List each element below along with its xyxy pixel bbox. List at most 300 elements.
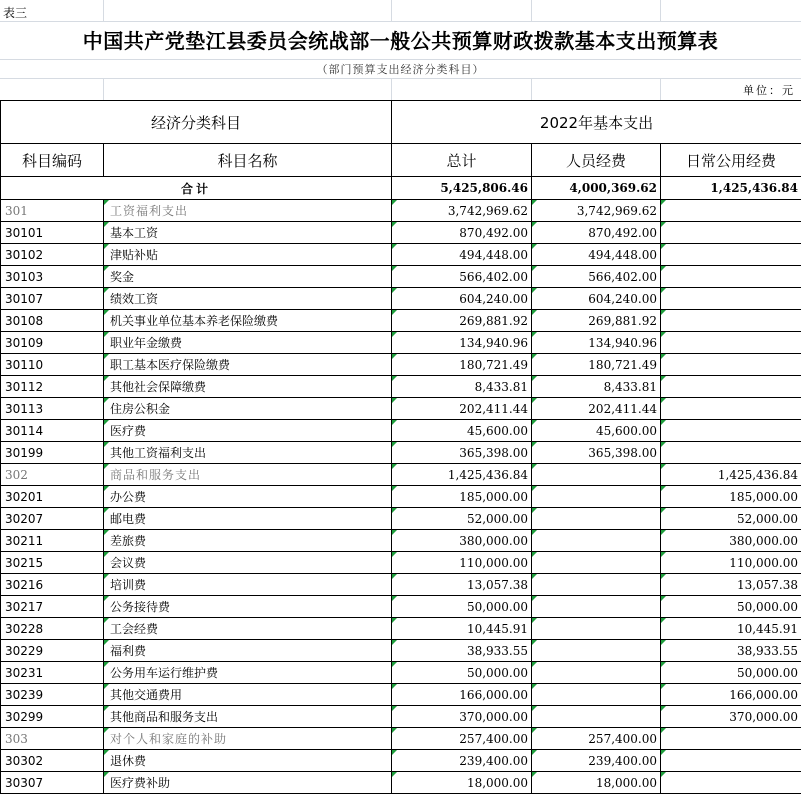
row-total-cell [392,750,532,772]
cell-text: 370,000.00 [459,709,529,724]
row-code-cell [1,772,104,794]
cell-text: 303 [5,731,28,746]
row-code-cell [1,530,104,552]
comment-marker-icon [104,596,109,601]
row-name-cell [104,508,392,530]
cell-text: 10,445.91 [466,621,529,636]
cell-text: 3,742,969.62 [576,203,658,218]
row-code-cell [1,596,104,618]
comment-marker-icon [392,508,397,513]
row-name-cell [104,244,392,266]
comment-marker-icon [532,552,537,557]
row-code-cell [1,288,104,310]
cell-text: 30109 [5,335,44,350]
total-label: 合计 [1,177,392,200]
comment-marker-icon [392,640,397,645]
cell-text: 870,492.00 [459,225,529,240]
cell-text: 30217 [5,599,44,614]
comment-marker-icon [392,354,397,359]
row-name-cell [104,618,392,640]
budget-table [0,100,801,794]
cell-text: 职工基本医疗保险缴费 [110,358,231,372]
cell-text: 津贴补贴 [110,248,159,262]
cell-text: 10,445.91 [736,621,799,636]
table-row [1,596,801,618]
header-public: 日常公用经费 [661,144,801,177]
cell-text: 380,000.00 [459,533,529,548]
cell-text: 134,940.96 [459,335,529,350]
row-name-cell [104,376,392,398]
cell-text: 202,411.44 [459,401,529,416]
comment-marker-icon [392,618,397,623]
table-row [1,420,801,442]
row-public-cell [661,266,801,288]
comment-marker-icon [661,640,666,645]
table-row [1,508,801,530]
table-row [1,574,801,596]
comment-marker-icon [104,662,109,667]
cell-text: 166,000.00 [459,687,529,702]
cell-text: 50,000.00 [736,665,799,680]
row-code-cell [1,574,104,596]
comment-marker-icon [661,750,666,755]
row-code-cell [1,640,104,662]
comment-marker-icon [392,596,397,601]
cell-text: 30201 [5,489,44,504]
cell-text: 其他交通费用 [110,688,183,702]
cell-text: 30215 [5,555,44,570]
comment-marker-icon [104,750,109,755]
cell-text: 257,400.00 [459,731,529,746]
cell-text: 退休费 [110,754,147,768]
row-total-cell [392,244,532,266]
row-code-cell [1,750,104,772]
cell-text: 基本工资 [110,226,159,240]
row-total-cell [392,684,532,706]
title-row [0,22,801,60]
row-name-cell [104,684,392,706]
comment-marker-icon [532,376,537,381]
comment-marker-icon [532,464,537,469]
row-name-cell [104,420,392,442]
table-row [1,222,801,244]
comment-marker-icon [392,706,397,711]
cell-text: 257,400.00 [588,731,658,746]
header-column-row [1,144,801,177]
cell-text: 工会经费 [110,622,159,636]
row-personnel-cell [532,552,661,574]
cell-text: 培训费 [110,578,147,592]
cell-text: 269,881.92 [459,313,529,328]
comment-marker-icon [104,486,109,491]
cell-text: 110,000.00 [459,555,529,570]
comment-marker-icon [104,288,109,293]
cell-text: 1,425,436.84 [447,467,529,482]
row-public-cell [661,288,801,310]
cell-text: 365,398.00 [588,445,658,460]
cell-text: 166,000.00 [729,687,799,702]
row-personnel-cell [532,706,661,728]
comment-marker-icon [661,332,666,337]
comment-marker-icon [392,310,397,315]
cell-text: 302 [5,467,28,482]
comment-marker-icon [661,244,666,249]
comment-marker-icon [532,486,537,491]
comment-marker-icon [392,662,397,667]
table-row [1,662,801,684]
cell-text: 52,000.00 [466,511,529,526]
row-code-cell [1,728,104,750]
row-total-cell [392,398,532,420]
cell-text: 福利费 [110,644,147,658]
comment-marker-icon [661,574,666,579]
cell-text: 30229 [5,643,44,658]
cell-text: 566,402.00 [588,269,658,284]
cell-text: 30302 [5,753,44,768]
comment-marker-icon [392,222,397,227]
comment-marker-icon [104,266,109,271]
comment-marker-icon [532,530,537,535]
comment-marker-icon [104,464,109,469]
cell-text: 370,000.00 [729,709,799,724]
row-personnel-cell [532,200,661,222]
row-personnel-cell [532,662,661,684]
comment-marker-icon [532,772,537,777]
cell-text: 差旅费 [110,534,147,548]
comment-marker-icon [661,266,666,271]
comment-marker-icon [104,376,109,381]
row-code-cell [1,222,104,244]
row-public-cell [661,574,801,596]
row-total-cell [392,706,532,728]
header-personnel: 人员经费 [532,144,661,177]
row-code-cell [1,552,104,574]
cell-text: 30102 [5,247,44,262]
cell-text: 566,402.00 [459,269,529,284]
comment-marker-icon [661,442,666,447]
table-row [1,332,801,354]
category-row [1,728,801,750]
cell-text: 202,411.44 [588,401,658,416]
cell-text: 奖金 [110,270,135,284]
row-public-cell [661,354,801,376]
table-row [1,266,801,288]
row-personnel-cell [532,266,661,288]
table-row [1,310,801,332]
row-personnel-cell [532,508,661,530]
page-subtitle: （部门预算支出经济分类科目） [316,63,485,76]
row-public-cell [661,640,801,662]
comment-marker-icon [532,442,537,447]
comment-marker-icon [661,772,666,777]
table-row [1,750,801,772]
row-personnel-cell [532,530,661,552]
header-basic-expenditure-2022: 2022年基本支出 [392,101,801,144]
comment-marker-icon [104,530,109,535]
row-public-cell [661,662,801,684]
comment-marker-icon [532,354,537,359]
comment-marker-icon [392,530,397,535]
row-personnel-cell [532,244,661,266]
category-row [1,464,801,486]
comment-marker-icon [661,728,666,733]
row-public-cell [661,222,801,244]
comment-marker-icon [392,398,397,403]
cell-text: 30299 [5,709,44,724]
cell-text: 365,398.00 [459,445,529,460]
row-code-cell [1,354,104,376]
comment-marker-icon [104,618,109,623]
unit-row [0,79,801,100]
row-code-cell [1,398,104,420]
comment-marker-icon [532,596,537,601]
comment-marker-icon [661,486,666,491]
comment-marker-icon [532,684,537,689]
comment-marker-icon [104,354,109,359]
cell-text: 494,448.00 [588,247,658,262]
comment-marker-icon [532,288,537,293]
cell-text: 其他工资福利支出 [110,446,207,460]
comment-marker-icon [532,398,537,403]
row-personnel-cell [532,222,661,244]
comment-marker-icon [661,376,666,381]
cell-text: 185,000.00 [729,489,799,504]
cell-text: 134,940.96 [588,335,658,350]
cell-text: 301 [5,203,28,218]
row-code-cell [1,684,104,706]
row-name-cell [104,640,392,662]
cell-text: 30239 [5,687,44,702]
comment-marker-icon [532,508,537,513]
table-row [1,530,801,552]
comment-marker-icon [661,508,666,513]
comment-marker-icon [392,332,397,337]
total-public: 1,425,436.84 [661,177,801,200]
row-total-cell [392,310,532,332]
cell-text: 239,400.00 [459,753,529,768]
row-code-cell [1,244,104,266]
table-row [1,398,801,420]
cell-text: 机关事业单位基本养老保险缴费 [110,314,279,328]
comment-marker-icon [532,222,537,227]
row-personnel-cell [532,420,661,442]
row-total-cell [392,486,532,508]
row-public-cell [661,596,801,618]
row-name-cell [104,332,392,354]
comment-marker-icon [104,684,109,689]
row-public-cell [661,398,801,420]
cell-text: 269,881.92 [588,313,658,328]
row-code-cell [1,508,104,530]
cell-text: 住房公积金 [110,402,171,416]
comment-marker-icon [532,420,537,425]
comment-marker-icon [661,618,666,623]
comment-marker-icon [392,200,397,205]
row-total-cell [392,222,532,244]
cell-text: 870,492.00 [588,225,658,240]
comment-marker-icon [661,552,666,557]
cell-text: 30228 [5,621,44,636]
comment-marker-icon [104,508,109,513]
comment-marker-icon [532,266,537,271]
row-personnel-cell [532,332,661,354]
row-name-cell [104,750,392,772]
row-public-cell [661,420,801,442]
row-code-cell [1,420,104,442]
table-row [1,244,801,266]
cell-text: 45,600.00 [466,423,529,438]
row-public-cell [661,508,801,530]
row-code-cell [1,618,104,640]
cell-text: 其他社会保障缴费 [110,380,207,394]
row-personnel-cell [532,288,661,310]
comment-marker-icon [392,574,397,579]
row-name-cell [104,464,392,486]
comment-marker-icon [104,640,109,645]
table-row [1,618,801,640]
cell-text: 8,433.81 [603,379,658,394]
row-code-cell [1,706,104,728]
row-total-cell [392,332,532,354]
cell-text: 30216 [5,577,44,592]
cell-text: 30107 [5,291,44,306]
row-personnel-cell [532,354,661,376]
cell-text: 380,000.00 [729,533,799,548]
row-personnel-cell [532,728,661,750]
cell-text: 30103 [5,269,44,284]
comment-marker-icon [104,244,109,249]
row-name-cell [104,552,392,574]
row-total-cell [392,508,532,530]
comment-marker-icon [661,310,666,315]
row-name-cell [104,706,392,728]
comment-marker-icon [392,486,397,491]
comment-marker-icon [392,420,397,425]
row-name-cell [104,596,392,618]
comment-marker-icon [104,420,109,425]
row-public-cell [661,200,801,222]
cell-text: 会议费 [110,556,147,570]
comment-marker-icon [532,574,537,579]
comment-marker-icon [532,728,537,733]
comment-marker-icon [392,728,397,733]
row-total-cell [392,574,532,596]
row-code-cell [1,200,104,222]
category-row [1,200,801,222]
row-personnel-cell [532,486,661,508]
table-row [1,288,801,310]
row-total-cell [392,728,532,750]
subtitle-row [0,60,801,79]
comment-marker-icon [392,288,397,293]
cell-text: 办公费 [110,490,147,504]
cell-text: 30101 [5,225,44,240]
row-total-cell [392,464,532,486]
row-personnel-cell [532,750,661,772]
comment-marker-icon [661,464,666,469]
row-public-cell [661,728,801,750]
cell-text: 8,433.81 [474,379,529,394]
cell-text: 30231 [5,665,44,680]
row-total-cell [392,662,532,684]
comment-marker-icon [661,706,666,711]
row-total-cell [392,376,532,398]
row-name-cell [104,662,392,684]
comment-marker-icon [392,552,397,557]
row-name-cell [104,310,392,332]
row-public-cell [661,244,801,266]
table-row [1,552,801,574]
row-name-cell [104,728,392,750]
row-name-cell [104,530,392,552]
row-total-cell [392,530,532,552]
cell-text: 30199 [5,445,44,460]
cell-text: 3,742,969.62 [447,203,529,218]
cell-text: 13,057.38 [736,577,799,592]
row-name-cell [104,222,392,244]
total-personnel: 4,000,369.62 [532,177,661,200]
table-row [1,486,801,508]
cell-text: 494,448.00 [459,247,529,262]
row-code-cell [1,332,104,354]
page-title: 中国共产党垫江县委员会统战部一般公共预算财政拨款基本支出预算表 [82,29,719,53]
comment-marker-icon [104,728,109,733]
cell-text: 50,000.00 [466,665,529,680]
row-public-cell [661,552,801,574]
cell-text: 30114 [5,423,44,438]
sheet-label: 表三 [3,6,28,20]
table-row [1,684,801,706]
cell-text: 38,933.55 [466,643,529,658]
row-personnel-cell [532,596,661,618]
cell-text: 30211 [5,533,44,548]
comment-marker-icon [661,596,666,601]
cell-text: 50,000.00 [466,599,529,614]
cell-text: 商品和服务支出 [110,468,202,482]
row-name-cell [104,574,392,596]
row-total-cell [392,552,532,574]
comment-marker-icon [104,442,109,447]
row-code-cell [1,486,104,508]
comment-marker-icon [104,222,109,227]
comment-marker-icon [392,244,397,249]
row-personnel-cell [532,376,661,398]
cell-text: 邮电费 [110,512,147,526]
cell-text: 18,000.00 [466,775,529,790]
comment-marker-icon [532,310,537,315]
row-total-cell [392,596,532,618]
row-public-cell [661,310,801,332]
unit-label: 单位：元 [743,84,795,97]
row-personnel-cell [532,442,661,464]
row-total-cell [392,442,532,464]
comment-marker-icon [532,750,537,755]
header-economic-classification: 经济分类科目 [1,101,392,144]
comment-marker-icon [104,772,109,777]
comment-marker-icon [392,376,397,381]
comment-marker-icon [104,310,109,315]
comment-marker-icon [392,684,397,689]
cell-text: 45,600.00 [595,423,658,438]
cell-text: 医疗费 [110,424,147,438]
cell-text: 110,000.00 [729,555,799,570]
comment-marker-icon [661,530,666,535]
comment-marker-icon [532,618,537,623]
row-code-cell [1,662,104,684]
row-total-cell [392,266,532,288]
comment-marker-icon [104,552,109,557]
table-row [1,640,801,662]
